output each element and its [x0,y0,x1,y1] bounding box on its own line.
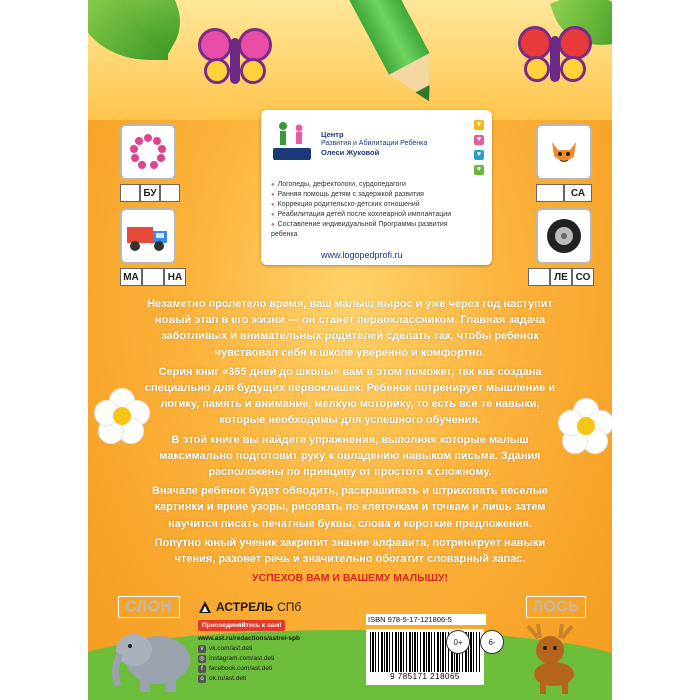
link-text[interactable]: facebook.com/ast.deti [209,665,273,672]
services-list [271,180,476,240]
age-rating-badge: 0+ [446,630,470,654]
publisher-block [198,598,368,700]
paragraph: Серия книг «365 дней до школы» вам в этом поможет, так как создана специально для будущих первоклашек. Ребенок потренирует мышление и логику, память и внимание, мелкую моторику, то есть все те навыки, которые необходимы для успешного обучения. [144,365,556,427]
word-boxes-truck [120,268,186,286]
letter-box: ЛЕ [550,268,572,286]
brand-name: АСТРЕЛЬ [216,600,274,614]
barcode-digits: 9 785171 218065 [390,672,460,681]
instagram-icon: ◎ [199,656,205,662]
astrel-logo-icon [198,600,212,614]
publisher-link[interactable] [198,654,368,664]
center-title: Центр [321,130,344,139]
heart-icon: ♥ [474,150,484,160]
heart-icons [474,120,484,180]
paragraph: Попутно юный ученик закрепит знание алфавита, потренирует навыки чтения, разовет речь и значительно обогатит словарный запас. [154,536,546,566]
heart-icon: ♥ [474,120,484,130]
beads-picture-tile [120,124,176,180]
facebook-icon: f [198,665,206,673]
ok-icon: o [198,675,206,683]
word-boxes-wheel [528,268,594,286]
service-item: ● Составление индивидуальной Программы развития ребенка [271,220,476,240]
join-us-badge: Присоединяйтесь к нам! [198,620,285,631]
wheel-picture-tile [536,208,592,264]
paragraph: В этой книге вы найдете упражнения, выполняя которые малыш максимально подготовит руку к овладению навыком письма. Здания расположены по принципу от простого к сложному. [159,433,541,479]
service-item: ● Коррекция родительско-детских отношений [271,200,476,210]
logoped-profi-logo [271,118,313,162]
word-boxes-fox [536,184,592,202]
publisher-link[interactable] [198,664,368,674]
letter-box[interactable] [142,268,164,286]
isbn-text: ISBN 978-5-17-121806-5 [366,614,486,625]
service-item: ● Ранняя помощь детям с задержкой развития [271,190,476,200]
letter-box[interactable] [160,184,180,202]
paragraph: Вначале ребенок будет обводить, раскрашивать и штриховать веселые картинки и яркие узоры, рисовать по клеточкам и точкам и лишь затем научится писать печатные буквы, слова и короткие предложения. [152,485,548,530]
logoped-profi-card [261,110,492,265]
word-outline-elephant: СЛОН [118,596,180,618]
publisher-link[interactable] [198,634,368,644]
isbn-block [366,614,486,685]
butterfly-illustration [198,28,272,92]
moose-illustration [510,616,590,696]
link-text[interactable]: instagram.com/ast.deti [209,655,275,662]
service-item: ● Логопеды, дефектологи, сурдопедагоги [271,180,476,190]
vk-icon: v [198,645,206,653]
elephant-illustration [108,620,198,696]
heart-icon: ♥ [474,135,484,145]
age-rating-badge: 6- [480,630,504,654]
letter-box: НА [164,268,186,286]
publisher-link[interactable] [198,644,368,654]
letter-box[interactable] [528,268,550,286]
truck-picture-tile [120,208,176,264]
service-item: ● Реабилитация детей после кохлеарной имплантации [271,210,476,220]
link-text[interactable]: ok.ru/ast.deti [209,675,247,682]
word-outline-moose: ЛОСЬ [526,596,586,618]
center-owner: Олеси Жуковой [321,148,380,157]
letter-box: БУ [140,184,160,202]
letter-box[interactable] [120,184,140,202]
publisher-link[interactable] [198,674,368,684]
word-boxes-beads [120,184,180,202]
link-text[interactable]: www.ast.ru/redactions/astrel-spb [198,635,300,642]
paragraph: Незаметно пролетело время, ваш малыш вырос и уже через год наступит новый этап в его жизни — он станет первоклассником. Главная задача заботливых и внимательных родителей сделать так, чтобы ребенок чувствовал себя в школе уверенно и комфортно. [147,298,553,359]
butterfly-illustration [518,26,592,90]
publisher-brand [198,600,368,614]
center-header [321,130,427,157]
heart-icon: ♥ [474,165,484,175]
link-text[interactable]: vk.com/ast.deti [209,645,253,652]
letter-box: СО [572,268,594,286]
letter-box: МА [120,268,142,286]
fox-picture-tile [536,124,592,180]
brand-city: СПб [277,600,302,614]
wish-text: УСПЕХОВ ВАМ И ВАШЕМУ МАЛЫШУ! [252,572,448,584]
center-subtitle: Развития и Абилитации Ребёнка [321,140,428,147]
letter-box: СА [564,184,592,202]
website-link[interactable]: www.logopedprofi.ru [321,250,403,260]
letter-box[interactable] [536,184,564,202]
description-text [140,296,560,570]
flower-illustration [558,398,612,454]
